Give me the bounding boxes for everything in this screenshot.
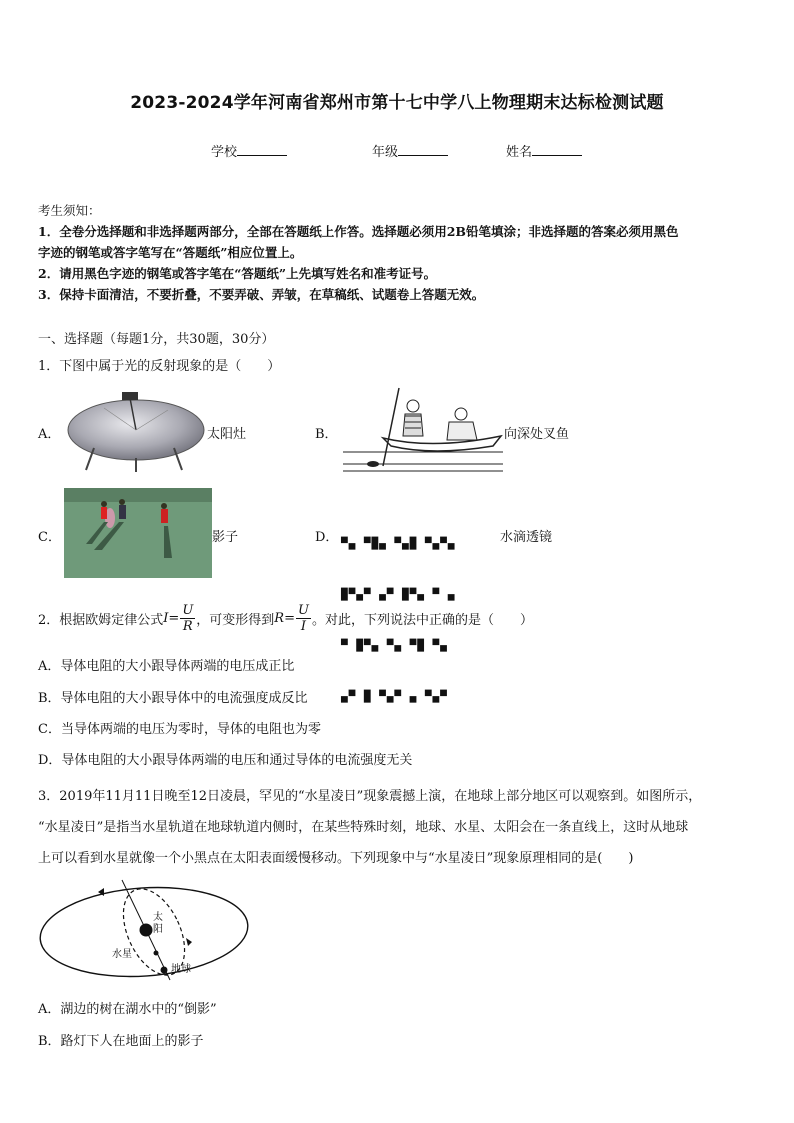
notice-item: 2．请用黑色字迹的钢笔或答字笔在“答题纸”上先填写姓名和准考证号。 bbox=[38, 266, 437, 281]
q1-option-b-text: 向深处叉鱼 bbox=[504, 427, 570, 442]
notice-item: 1．全卷分选择题和非选择题两部分，全部在答题纸上作答。选择题必须用2B铅笔填涂；非选择题的答案必须用黑色 bbox=[38, 224, 679, 239]
mercury-label: 水星 bbox=[112, 949, 132, 960]
grade-field[interactable] bbox=[372, 141, 448, 160]
solar-cooker-image bbox=[64, 388, 206, 472]
lens-text-line: ▀▄ ▀█▄ ▀▄█ ▀▄▀▄ bbox=[341, 537, 456, 550]
school-field[interactable] bbox=[211, 141, 287, 160]
shadow-image bbox=[64, 488, 212, 578]
q3-stem-line: 3．2019年11月11日晚至12日凌晨，罕见的“水星凌日”现象震撼上演，在地球上部分地区可以观察到。如图所示， bbox=[38, 789, 702, 804]
formula1-denominator: R bbox=[182, 618, 193, 634]
lens-text-line: ▄▀ █ ▀▄▀ ▄ ▀▄▀ bbox=[341, 690, 448, 703]
q3-stem-line: “水星凌日”是指当水星轨道在地球轨道内侧时，在某些特殊时刻，地球、水星、太阳会在一条直线上，这时从地球 bbox=[38, 820, 689, 835]
q2-stem-prefix: 2．根据欧姆定律公式 bbox=[38, 612, 164, 628]
formula2-numerator: U bbox=[297, 602, 309, 618]
name-field[interactable] bbox=[506, 141, 582, 160]
q3-option-b[interactable]: B．路灯下人在地面上的影子 bbox=[38, 1034, 204, 1049]
grade-blank[interactable] bbox=[398, 143, 448, 156]
formula1-lhs: I= bbox=[163, 610, 180, 626]
notice-heading: 考生须知： bbox=[38, 203, 101, 218]
q1-option-a-text: 太阳灶 bbox=[207, 427, 247, 442]
q2-option-a[interactable]: A．导体电阻的大小跟导体两端的电压成正比 bbox=[38, 659, 295, 674]
formula2-lhs: R= bbox=[274, 610, 295, 626]
q2-stem bbox=[38, 598, 758, 638]
page-title: 2023-2024学年河南省郑州市第十七中学八上物理期末达标检测试题 bbox=[130, 93, 664, 113]
fishing-image bbox=[343, 386, 503, 472]
q3-stem-line: 上可以看到水星就像一个小黑点在太阳表面缓慢移动。下列现象中与“水星凌日”现象原理相同的是( ) bbox=[38, 851, 634, 866]
q3-stem bbox=[38, 781, 768, 874]
lens-text-line: ▀ █▀▄ ▀▄ ▀█ ▀▄ bbox=[341, 639, 448, 652]
formula2-fraction bbox=[296, 603, 311, 634]
formula1-fraction bbox=[180, 603, 195, 634]
school-blank[interactable] bbox=[237, 143, 287, 156]
section-heading: 一、选择题（每题1分，共30题，30分） bbox=[38, 332, 275, 347]
q2-stem-suffix: 。对此，下列说法中正确的是（ ） bbox=[311, 612, 533, 628]
q1-option-a-letter[interactable]: A． bbox=[38, 427, 61, 442]
q3-option-a[interactable]: A．湖边的树在湖水中的“倒影” bbox=[38, 1002, 217, 1017]
q1-option-b-letter[interactable]: B． bbox=[315, 427, 338, 442]
grade-label: 年级 bbox=[372, 145, 399, 160]
sun-label: 太阳 bbox=[153, 912, 163, 935]
q1-stem: 1．下图中属于光的反射现象的是（ ） bbox=[38, 359, 281, 374]
name-label: 姓名 bbox=[506, 145, 533, 160]
earth-label: 地球 bbox=[171, 964, 191, 975]
transit-diagram bbox=[36, 876, 254, 984]
q2-option-c[interactable]: C．当导体两端的电压为零时，导体的电阻也为零 bbox=[38, 722, 321, 737]
notice-item: 3．保持卡面清洁，不要折叠，不要弄破、弄皱，在草稿纸、试题卷上答题无效。 bbox=[38, 287, 485, 302]
notice-block bbox=[38, 200, 758, 305]
school-label: 学校 bbox=[211, 145, 238, 160]
lens-text-line: █▀▄▀ ▄▀ █▀▄ ▀ ▄ bbox=[341, 588, 456, 601]
formula2-denominator: I bbox=[300, 618, 307, 634]
q1-option-c-letter[interactable]: C． bbox=[38, 530, 61, 545]
formula1-numerator: U bbox=[182, 602, 194, 618]
q1-option-c-text: 影子 bbox=[212, 530, 239, 545]
name-blank[interactable] bbox=[532, 143, 582, 156]
q1-option-d-text: 水滴透镜 bbox=[500, 530, 553, 545]
q2-option-d[interactable]: D．导体电阻的大小跟导体两端的电压和通过导体的电流强度无关 bbox=[38, 753, 413, 768]
q1-option-d-letter[interactable]: D． bbox=[315, 530, 339, 545]
q2-stem-mid: ，可变形得到 bbox=[196, 612, 275, 628]
notice-item: 字迹的钢笔或答字笔写在“答题纸”相应位置上。 bbox=[38, 245, 303, 260]
q2-option-b[interactable]: B．导体电阻的大小跟导体中的电流强度成反比 bbox=[38, 691, 308, 706]
